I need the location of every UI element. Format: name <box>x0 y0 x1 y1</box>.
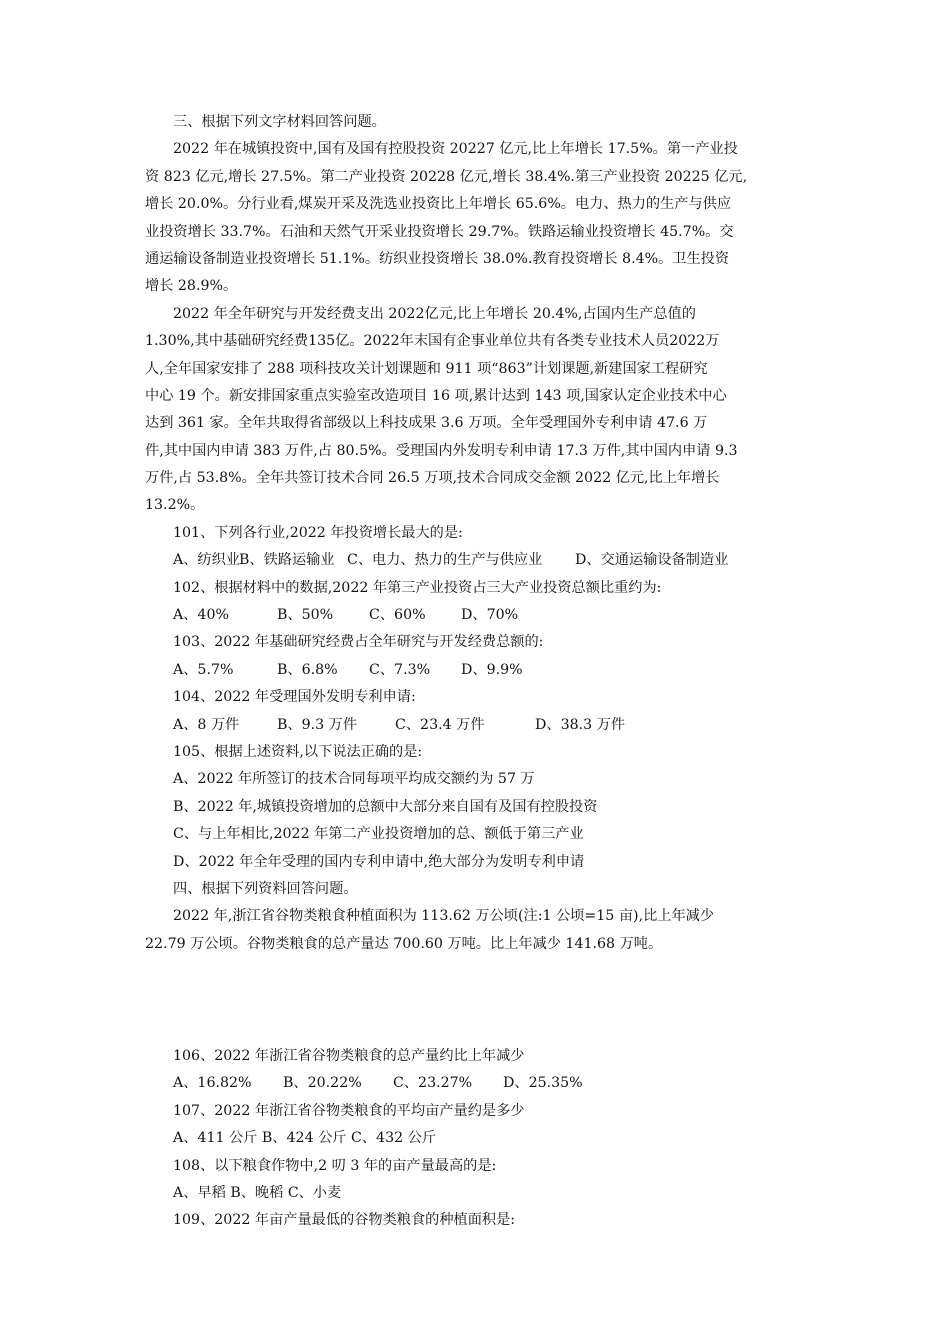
paragraph-line: 业投资增长 33.7%。石油和天然气开采业投资增长 29.7%。铁路运输业投资增长 45.7%。交 <box>145 223 734 240</box>
paragraph-line: 22.79 万公顷。谷物类粮食的总产量达 700.60 万吨。比上年减少 141.68 万吨。 <box>145 935 663 952</box>
option: B、2022 年,城镇投资增加的总额中大部分来自国有及国有控股投资 <box>173 798 598 815</box>
option: A、2022 年所签订的技术合同每项平均成交额约为 57 万 <box>173 771 535 788</box>
option: D、70% <box>461 607 519 624</box>
paragraph-line: 人,全年国家安排了 288 项科技攻关计划课题和 911 项“863”计划课题,新建国家工程研究 <box>145 360 708 377</box>
section-heading: 四、根据下列资料回答问题。 <box>173 880 358 897</box>
paragraph-line: 2022 年在城镇投资中,国有及国有控股投资 20227 亿元,比上年增长 17.5%。第一产业投 <box>173 141 738 158</box>
paragraph-line: 2022 年全年研究与开发经费支出 2022亿元,比上年增长 20.4%,占国内生产总值的 <box>173 305 696 322</box>
paragraph-line: 增长 28.9%。 <box>145 278 238 295</box>
paragraph-line: 件,其中国内申请 383 万件,占 80.5%。受理国内外发明专利申请 17.3 万件,其中国内申请 9.3 <box>145 442 738 459</box>
option: B、铁路运输业 <box>239 552 335 569</box>
option: D、9.9% <box>461 661 523 678</box>
section-4-questions <box>145 1043 810 1235</box>
question-stem: 107、2022 年浙江省谷物类粮食的平均亩产量约是多少 <box>173 1102 525 1119</box>
option: A、40% <box>173 607 229 624</box>
option: D、2022 年全年受理的国内专利申请中,绝大部分为发明专利申请 <box>173 853 585 870</box>
option: B、20.22% <box>283 1075 362 1092</box>
option: D、交通运输设备制造业 <box>575 552 729 569</box>
question-stem: 105、根据上述资料,以下说法正确的是: <box>173 743 423 760</box>
paragraph-line: 中心 19 个。新安排国家重点实验室改造项目 16 项,累计达到 143 项,国家认定企业技术中心 <box>145 387 727 404</box>
option: C、23.27% <box>393 1075 473 1092</box>
question-stem: 108、以下粮食作物中,2 叨 3 年的亩产量最高的是: <box>173 1157 497 1174</box>
paragraph-research <box>145 301 810 520</box>
question-options: A、411 公斤 B、424 公斤 C、432 公斤 <box>173 1130 437 1147</box>
option: A、5.7% <box>173 661 234 678</box>
paragraph-line: 2022 年,浙江省谷物类粮食种植面积为 113.62 万公顷(注:1 公顷=15 亩),比上年减少 <box>173 908 715 925</box>
paragraph-line: 13.2%。 <box>145 497 205 514</box>
question-options <box>145 547 810 574</box>
question-options <box>145 1070 810 1097</box>
question-stem: 104、2022 年受理国外发明专利申请: <box>173 689 416 706</box>
paragraph-line: 1.30%,其中基础研究经费135亿。2022年末国有企事业单位共有各类专业技术人员2022万 <box>145 333 720 350</box>
question-stem: 109、2022 年亩产量最低的谷物类粮食的种植面积是: <box>173 1212 516 1229</box>
question-stem: 103、2022 年基础研究经费占全年研究与开发经费总额的: <box>173 634 544 651</box>
option: A、16.82% <box>173 1075 252 1092</box>
option: A、8 万件 <box>173 716 240 733</box>
question-options <box>145 712 810 739</box>
paragraph-line: 增长 20.0%。分行业看,煤炭开采及洗选业投资比上年增长 65.6%。电力、热力的生产与供应 <box>145 196 732 213</box>
option: B、9.3 万件 <box>277 716 358 733</box>
question-options <box>145 602 810 629</box>
option: A、纺织业 <box>173 552 240 569</box>
option: B、6.8% <box>277 661 338 678</box>
question-stem: 106、2022 年浙江省谷物类粮食的总产量约比上年减少 <box>173 1048 525 1064</box>
question-stem: 102、根据材料中的数据,2022 年第三产业投资占三大产业投资总额比重约为: <box>173 579 662 596</box>
paragraph-line: 达到 361 家。全年共取得省部级以上科技成果 3.6 万项。全年受理国外专利申请 47.6 万 <box>145 415 708 432</box>
question-options: A、早稻 B、晚稻 C、小麦 <box>173 1184 342 1201</box>
section-heading: 三、根据下列文字材料回答问题。 <box>173 114 386 130</box>
option: D、38.3 万件 <box>535 716 626 733</box>
option: C、23.4 万件 <box>395 716 485 733</box>
section-3 <box>145 109 810 958</box>
paragraph-grain <box>145 903 810 958</box>
option: C、电力、热力的生产与供应业 <box>347 552 543 569</box>
paragraph-line: 通运输设备制造业投资增长 51.1%。纺织业投资增长 38.0%.教育投资增长 8.4%。卫生投资 <box>145 250 730 267</box>
paragraph-line: 万件,占 53.8%。全年共签订技术合同 26.5 万项,技术合同成交金额 2022 亿元,比上年增长 <box>145 470 720 487</box>
option: C、与上年相比,2022 年第二产业投资增加的总、额低于第三产业 <box>173 826 584 843</box>
option: C、60% <box>369 607 426 624</box>
option: C、7.3% <box>369 661 431 678</box>
option: D、25.35% <box>503 1075 583 1092</box>
question-options <box>145 657 810 684</box>
paragraph-investment <box>145 136 810 300</box>
question-stem: 101、下列各行业,2022 年投资增长最大的是: <box>173 524 463 541</box>
option: B、50% <box>277 607 334 624</box>
paragraph-line: 资 823 亿元,增长 27.5%。第二产业投资 20228 亿元,增长 38.4%.第三产业投资 20225 亿元, <box>145 168 748 185</box>
